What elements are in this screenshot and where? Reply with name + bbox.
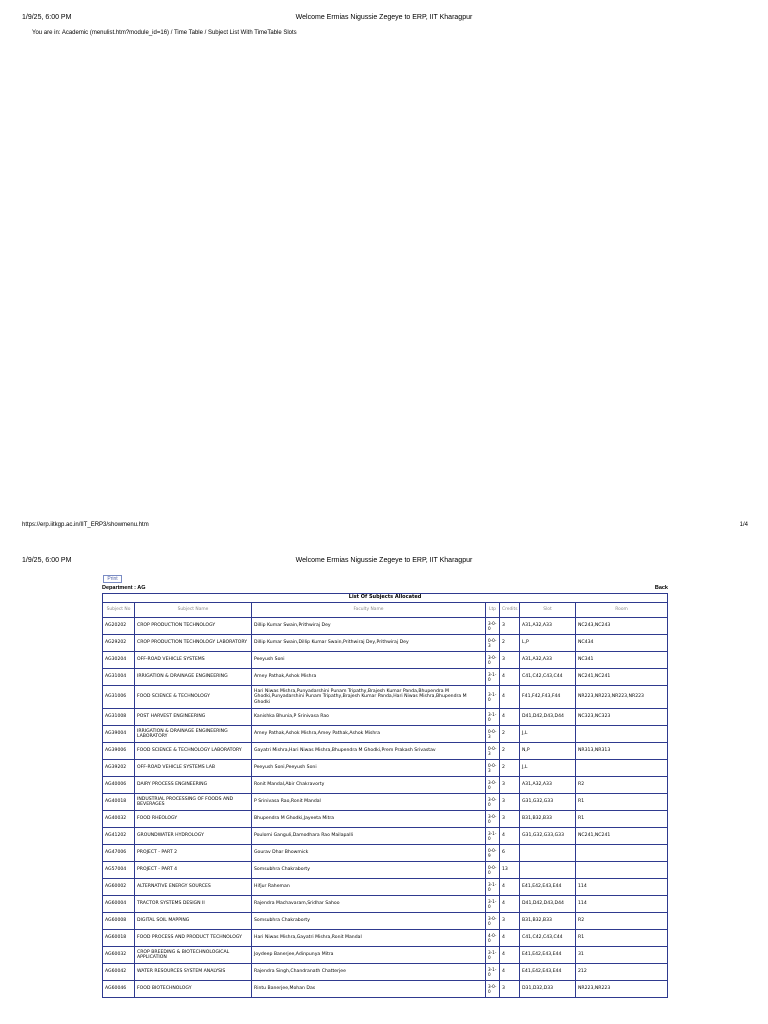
slot-cell: A31,A32,A33 [520,652,576,669]
ltp-cell: 3-1-0 [486,964,500,981]
room-cell: NC341 [576,652,668,669]
subject-name-cell: FOOD PROCESS AND PRODUCT TECHNOLOGY [135,930,252,947]
subject-name-cell: GROUNDWATER HYDROLOGY [135,828,252,845]
column-header: Ltp [486,603,500,618]
table-row [103,743,668,760]
ltp-cell: 3-0-0 [486,618,500,635]
table-row [103,862,668,879]
faculty-name-cell: Gayatri Mishra,Hari Niwas Mishra,Bhupendra M Ghodki,Prem Prakash Srivastav [252,743,486,760]
subject-name-cell: DAIRY PROCESS ENGINEERING [135,777,252,794]
subject-no-cell: AG40032 [103,811,135,828]
room-cell: 212 [576,964,668,981]
subject-no-cell: AG60018 [103,930,135,947]
slot-cell: G31,G32,G33 [520,794,576,811]
credits-cell: 3 [500,652,520,669]
subject-no-cell: AG57004 [103,862,135,879]
faculty-name-cell: Rajendra Machavaram,Sridhar Sahoo [252,896,486,913]
slot-cell: B31,B32,B33 [520,811,576,828]
ltp-cell: 0-0-3 [486,760,500,777]
table-row [103,947,668,964]
subject-no-cell: AG47006 [103,845,135,862]
room-cell: NR223,NR223,NR223,NR223 [576,686,668,709]
table-row [103,828,668,845]
subject-no-cell: AG39004 [103,726,135,743]
slot-cell: D41,D42,D43,D44 [520,896,576,913]
page2-header [0,557,768,567]
table-row [103,618,668,635]
table-row [103,896,668,913]
credits-cell: 4 [500,686,520,709]
room-cell [576,760,668,777]
faculty-name-cell: Ronit Mandal,Abir Chakravorty [252,777,486,794]
room-cell: NC323,NC323 [576,709,668,726]
ltp-cell: 3-0-0 [486,652,500,669]
faculty-name-cell: Hifjur Raheman [252,879,486,896]
credits-cell: 2 [500,726,520,743]
breadcrumb-current: Subject List With TimeTable Slots [207,30,297,36]
ltp-cell: 3-1-0 [486,828,500,845]
ltp-cell: 3-1-0 [486,947,500,964]
column-header: Room [576,603,668,618]
subject-name-cell: FOOD SCIENCE & TECHNOLOGY LABORATORY [135,743,252,760]
breadcrumb-separator: / [202,30,208,36]
slot-cell: E41,E42,E43,E44 [520,879,576,896]
credits-cell: 3 [500,811,520,828]
welcome-title: Welcome Ermias Nigussie Zegeye to ERP, IIT Kharagpur [295,557,473,564]
table-row [103,845,668,862]
table-header-row [103,603,668,618]
room-cell: NC241,NC241 [576,828,668,845]
slot-cell: C41,C42,C43,C44 [520,669,576,686]
room-cell: NR313,NR313 [576,743,668,760]
ltp-cell: 4-0-0 [486,930,500,947]
subject-name-cell: OFF-ROAD VEHICLE SYSTEMS [135,652,252,669]
print-timestamp: 1/9/25, 6:00 PM [22,14,72,21]
breadcrumb-timetable-link[interactable]: Time Table [173,30,203,36]
column-header: Subject Name [135,603,252,618]
slot-cell: F41,F42,F43,F44 [520,686,576,709]
subject-name-cell: POST HARVEST ENGINEERING [135,709,252,726]
ltp-cell: 0-0-3 [486,635,500,652]
subject-no-cell: AG30204 [103,652,135,669]
faculty-name-cell: Somsubhra Chakraborty [252,913,486,930]
page1-footer [0,522,768,532]
subject-name-cell: IRRIGATION & DRAINAGE ENGINEERING [135,669,252,686]
department-bar [102,585,668,593]
room-cell: 31 [576,947,668,964]
room-cell [576,862,668,879]
room-cell: R2 [576,777,668,794]
subject-name-cell: TRACTOR SYSTEMS DESIGN II [135,896,252,913]
table-row [103,777,668,794]
subject-name-cell: CROP PRODUCTION TECHNOLOGY [135,618,252,635]
table-body [103,618,668,998]
credits-cell: 3 [500,794,520,811]
ltp-cell: 3-1-0 [486,669,500,686]
slot-cell: E41,E42,E43,E44 [520,947,576,964]
subject-no-cell: AG39202 [103,760,135,777]
ltp-cell: 3-1-0 [486,686,500,709]
subject-no-cell: AG60042 [103,964,135,981]
subject-name-cell: IRRIGATION & DRAINAGE ENGINEERING LABORATORY [135,726,252,743]
room-cell: NC434 [576,635,668,652]
table-row [103,964,668,981]
subject-name-cell: ALTERNATIVE ENERGY SOURCES [135,879,252,896]
table-row [103,913,668,930]
credits-cell: 4 [500,669,520,686]
subject-no-cell: AG60032 [103,947,135,964]
table-row [103,726,668,743]
slot-cell: B31,B32,B33 [520,913,576,930]
faculty-name-cell: Kanishka Bhunia,P Srinivasa Rao [252,709,486,726]
subject-name-cell: PROJECT - PART 4 [135,862,252,879]
faculty-name-cell: Poulomi Ganguli,Damodhara Rao Mailapalli [252,828,486,845]
faculty-name-cell: P Srinivasa Rao,Ronit Mandal [252,794,486,811]
room-cell: NC241,NC241 [576,669,668,686]
table-row [103,709,668,726]
ltp-cell: 3-0-0 [486,913,500,930]
slot-cell: J,L [520,726,576,743]
subject-name-cell: FOOD BIOTECHNOLOGY [135,981,252,998]
ltp-cell: 3-1-0 [486,896,500,913]
faculty-name-cell: Dillip Kumar Swain,Dillip Kumar Swain,Prithwiraj Dey,Prithwiraj Dey [252,635,486,652]
page-number: 1/4 [739,522,748,528]
print-timestamp: 1/9/25, 6:00 PM [22,557,72,564]
column-header: Credits [500,603,520,618]
room-cell: R1 [576,930,668,947]
credits-cell: 4 [500,709,520,726]
credits-cell: 3 [500,981,520,998]
subject-no-cell: AG40006 [103,777,135,794]
room-cell: 114 [576,896,668,913]
subject-no-cell: AG60004 [103,896,135,913]
subject-name-cell: CROP PRODUCTION TECHNOLOGY LABORATORY [135,635,252,652]
breadcrumb-separator: / [169,30,174,36]
credits-cell: 2 [500,635,520,652]
table-row [103,635,668,652]
ltp-cell: 0-0-3 [486,743,500,760]
room-cell: NC243,NC243 [576,618,668,635]
subject-no-cell: AG39006 [103,743,135,760]
subject-no-cell: AG60046 [103,981,135,998]
subject-name-cell: PROJECT - PART 2 [135,845,252,862]
ltp-cell: 3-0-0 [486,794,500,811]
subject-name-cell: FOOD RHEOLOGY [135,811,252,828]
breadcrumb-academic-link[interactable]: Academic (menulist.htm?module_id=16) [61,30,170,36]
slot-cell: G31,G32,G33,G33 [520,828,576,845]
table-row [103,669,668,686]
faculty-name-cell: Peeyush Soni,Peeyush Soni [252,760,486,777]
subject-name-cell: CROP BREEDING & BIOTECHNOLOGICAL APPLICATION [135,947,252,964]
column-header: Slot [520,603,576,618]
subjects-table [102,593,668,998]
table-caption: List Of Subjects Allocated [103,594,668,603]
room-cell: R1 [576,794,668,811]
slot-cell [520,862,576,879]
subject-no-cell: AG20202 [103,618,135,635]
subject-name-cell: FOOD SCIENCE & TECHNOLOGY [135,686,252,709]
faculty-name-cell: Hari Niwas Mishra,Punyadarshini Punam Tripathy,Brajesh Kumar Panda,Bhupendra M Ghodki,Punyadarshini Punam Tripathy,Brajesh Kumar Panda,Hari Niwas Mishra,Bhupendra M Ghodki [252,686,486,709]
credits-cell: 4 [500,964,520,981]
credits-cell: 4 [500,947,520,964]
faculty-name-cell: Joydeep Banerjee,Adinpunya Mitra [252,947,486,964]
ltp-cell: 3-1-0 [486,709,500,726]
slot-cell: A31,A32,A33 [520,618,576,635]
table-row [103,930,668,947]
table-row [103,760,668,777]
slot-cell [520,845,576,862]
slot-cell: N,P [520,743,576,760]
department-label: Department : AG [102,585,146,591]
faculty-name-cell: Rintu Banerjee,Mohan Das [252,981,486,998]
ltp-cell: 0-0-9 [486,845,500,862]
subject-name-cell: DIGITAL SOIL MAPPING [135,913,252,930]
faculty-name-cell: Gourav Dhar Bhowmick [252,845,486,862]
subject-no-cell: AG40018 [103,794,135,811]
slot-cell: L,P [520,635,576,652]
credits-cell: 6 [500,845,520,862]
subject-no-cell: AG31008 [103,709,135,726]
page1-header [0,14,768,24]
room-cell: NR223,NR223 [576,981,668,998]
faculty-name-cell: Somsubhra Chakraborty [252,862,486,879]
faculty-name-cell: Bhupendra M Ghodki,Jayeeta Mitra [252,811,486,828]
credits-cell: 4 [500,828,520,845]
column-header: Faculty Name [252,603,486,618]
credits-cell: 3 [500,618,520,635]
ltp-cell: 3-0-0 [486,811,500,828]
page-url: https://erp.iitkgp.ac.in/IIT_ERP3/showmenu.htm [22,522,149,528]
subject-no-cell: AG41202 [103,828,135,845]
subject-name-cell: OFF-ROAD VEHICLE SYSTEMS LAB [135,760,252,777]
subject-no-cell: AG60002 [103,879,135,896]
faculty-name-cell: Hari Niwas Mishra,Gayatri Mishra,Ronit Mandal [252,930,486,947]
table-row [103,811,668,828]
ltp-cell: 0-0-3 [486,726,500,743]
credits-cell: 4 [500,930,520,947]
faculty-name-cell: Rajendra Singh,Chandranath Chatterjee [252,964,486,981]
credits-cell: 3 [500,777,520,794]
credits-cell: 4 [500,879,520,896]
subject-no-cell: AG31006 [103,686,135,709]
slot-cell: J,L [520,760,576,777]
column-header: Subject No [103,603,135,618]
credits-cell: 3 [500,913,520,930]
subject-name-cell: WATER RESOURCES SYSTEM ANALYSIS [135,964,252,981]
print-button[interactable]: Print [103,575,122,583]
welcome-title: Welcome Ermias Nigussie Zegeye to ERP, IIT Kharagpur [295,14,473,21]
room-cell [576,845,668,862]
table-row [103,981,668,998]
room-cell [576,726,668,743]
slot-cell: A31,A32,A33 [520,777,576,794]
breadcrumb-prefix: You are in: [32,30,62,36]
ltp-cell: 3-0-0 [486,981,500,998]
credits-cell: 2 [500,743,520,760]
subject-no-cell: AG31004 [103,669,135,686]
ltp-cell: 3-1-0 [486,879,500,896]
back-link[interactable]: Back [654,585,668,591]
table-row [103,686,668,709]
faculty-name-cell: Peeyush Soni [252,652,486,669]
table-caption-row [103,594,668,603]
credits-cell: 13 [500,862,520,879]
ltp-cell: 0-0-0 [486,862,500,879]
subject-no-cell: AG60008 [103,913,135,930]
faculty-name-cell: Amey Pathak,Ashok Mishra [252,669,486,686]
ltp-cell: 3-0-0 [486,777,500,794]
slot-cell: D41,D42,D43,D44 [520,709,576,726]
table-row [103,652,668,669]
room-cell: R2 [576,913,668,930]
faculty-name-cell: Amey Pathak,Ashok Mishra,Amey Pathak,Ashok Mishra [252,726,486,743]
slot-cell: C41,C42,C43,C44 [520,930,576,947]
credits-cell: 4 [500,896,520,913]
table-row [103,794,668,811]
room-cell: 114 [576,879,668,896]
slot-cell: E41,E42,E43,E44 [520,964,576,981]
faculty-name-cell: Dillip Kumar Swain,Prithwiraj Dey [252,618,486,635]
room-cell: R1 [576,811,668,828]
subject-no-cell: AG29202 [103,635,135,652]
credits-cell: 2 [500,760,520,777]
breadcrumb [32,30,297,36]
table-row [103,879,668,896]
slot-cell: D31,D32,D33 [520,981,576,998]
subject-name-cell: INDUSTRIAL PROCESSING OF FOODS AND BEVERAGES [135,794,252,811]
